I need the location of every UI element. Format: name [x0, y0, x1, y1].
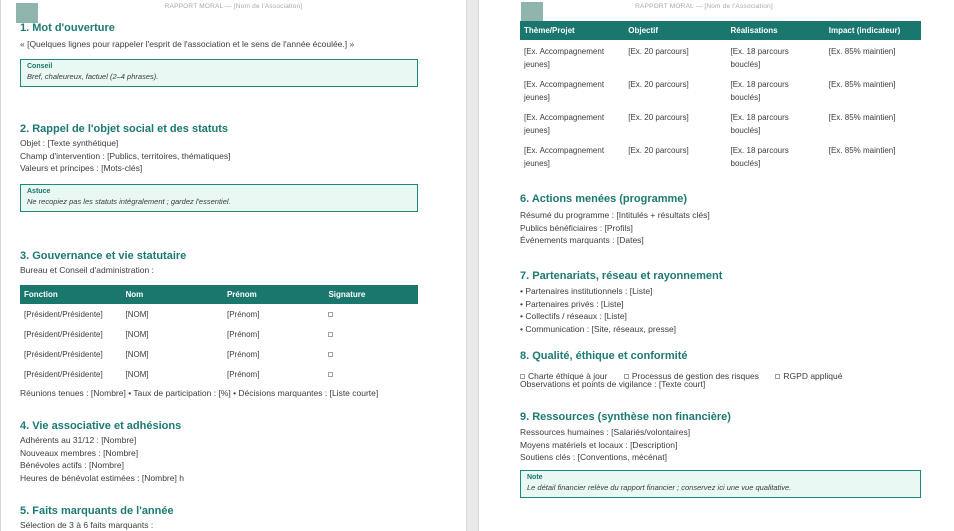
checklist-label: Processus de gestion des risques [631, 371, 759, 381]
cell-realisations: [Ex. 18 parcours bouclés] [730, 113, 789, 135]
cell-theme: [Ex. Accompagnement jeunes] [524, 47, 605, 69]
cell-signature [324, 324, 418, 344]
cell-impact: [Ex. 85% maintien] [828, 80, 896, 89]
column-header: Prénom [223, 285, 324, 304]
table-row [20, 364, 418, 384]
running-header: RAPPORT MORAL — [Nom de l'Association] [635, 3, 773, 10]
actions-table[interactable] [520, 21, 921, 172]
astuce-label: Astuce [27, 188, 51, 195]
signature-checkbox [328, 312, 333, 317]
cell-impact: [Ex. 85% maintien] [828, 146, 896, 155]
section-6-title: 6. Actions menées (programme) [520, 193, 688, 205]
page-2[interactable] [479, 0, 954, 531]
table-row [20, 344, 418, 364]
cell-fonction: [Président/Présidente] [24, 349, 103, 359]
text-line: Heures de bénévolat estimées : [Nombre] h [20, 472, 184, 483]
bullet-line: • Communication : [Site, réseaux, presse] [520, 323, 677, 334]
table-header-row [20, 285, 418, 304]
cell-signature [324, 344, 418, 364]
text-line: Bénévoles actifs : [Nombre] [20, 460, 124, 471]
astuce-callout [20, 184, 418, 212]
text-line: Adhérents au 31/12 : [Nombre] [20, 435, 137, 445]
table-row [520, 40, 921, 73]
section-9-lines [520, 426, 930, 464]
text-line: Moyens matériels et locaux : [Description] [520, 439, 678, 450]
text-line: Soutiens clés : [Conventions, mécénat] [520, 452, 667, 463]
signature-checkbox [328, 372, 333, 377]
note-callout [520, 470, 921, 498]
bullet-line: • Partenaires institutionnels : [Liste] [520, 286, 653, 296]
bullet-line: • Partenaires privés : [Liste] [520, 298, 624, 309]
table-row [20, 304, 418, 324]
text-line: Événements marquants : [Dates] [520, 235, 644, 246]
column-header: Réalisations [727, 21, 825, 40]
cell-signature [324, 364, 418, 384]
cell-theme: [Ex. Accompagnement jeunes] [524, 146, 605, 168]
column-header: Nom [121, 285, 222, 304]
section-3-title: 3. Gouvernance et vie statutaire [20, 250, 187, 262]
cell-theme: [Ex. Accompagnement jeunes] [524, 80, 605, 102]
column-header: Thème/Projet [520, 21, 624, 40]
cell-nom: [NOM] [125, 309, 149, 319]
note-label: Note [527, 474, 543, 481]
cell-realisations: [Ex. 18 parcours bouclés] [730, 146, 789, 168]
cell-objectif: [Ex. 20 parcours] [628, 113, 689, 122]
cell-impact: [Ex. 85% maintien] [828, 47, 896, 56]
section-8-title: 8. Qualité, éthique et conformité [520, 350, 688, 362]
cell-fonction: [Président/Présidente] [24, 369, 103, 379]
cell-nom: [NOM] [125, 329, 149, 339]
checkbox-icon [775, 374, 780, 379]
section-3-intro: Bureau et Conseil d'administration : [20, 265, 154, 275]
text-line: Résumé du programme : [Intitulés + résultats clés] [520, 210, 710, 220]
section-1-paragraph: « [Quelques lignes pour rappeler l'esprit de l'association et le sens de l'année écoulée.] » [20, 39, 355, 49]
table-row [520, 106, 921, 139]
page-1[interactable] [0, 0, 466, 531]
column-header: Signature [324, 285, 418, 304]
conseil-label: Conseil [27, 63, 53, 70]
cell-prenom: [Prénom] [226, 329, 260, 339]
cell-impact: [Ex. 85% maintien] [828, 113, 896, 122]
cell-prenom: [Prénom] [226, 349, 260, 359]
section-4-lines [20, 434, 430, 484]
table-row [20, 324, 418, 344]
column-header: Objectif [624, 21, 726, 40]
cell-fonction: [Président/Présidente] [24, 309, 103, 319]
text-line: Champ d'intervention : [Publics, territoires, thématiques] [20, 150, 231, 161]
signature-checkbox [328, 332, 333, 337]
text-line: Publics bénéficiaires : [Profils] [520, 222, 633, 233]
cell-realisations: [Ex. 18 parcours bouclés] [730, 47, 789, 69]
checklist-label: RGPD appliqué [783, 371, 843, 381]
cell-objectif: [Ex. 20 parcours] [628, 47, 689, 56]
text-line: Objet : [Texte synthétique] [20, 138, 119, 148]
section-1-title: 1. Mot d'ouverture [20, 22, 115, 34]
running-header: RAPPORT MORAL — [Nom de l'Association] [164, 3, 303, 10]
cell-objectif: [Ex. 20 parcours] [628, 80, 689, 89]
page-gutter [466, 0, 479, 531]
section-8-line: Observations et points de vigilance : [Texte court] [520, 379, 706, 389]
text-line: Valeurs et principes : [Mots-clés] [20, 163, 143, 174]
section-5-title: 5. Faits marquants de l'année [20, 505, 174, 517]
cell-fonction: [Président/Présidente] [24, 329, 103, 339]
signature-checkbox [328, 352, 333, 357]
cell-nom: [NOM] [125, 369, 149, 379]
section-3-footer: Réunions tenues : [Nombre] • Taux de participation : [%] • Décisions marquantes : [Liste courte] [20, 388, 379, 398]
column-header: Fonction [20, 285, 121, 304]
table-header-row [520, 21, 921, 40]
text-line: Ressources humaines : [Salariés/volontaires] [520, 427, 691, 437]
checklist-item [775, 371, 842, 381]
logo-placeholder-square [521, 2, 543, 22]
section-9-title: 9. Ressources (synthèse non financière) [520, 411, 731, 423]
astuce-text: Ne recopiez pas les statuts intégralement ; gardez l'essentiel. [27, 197, 231, 206]
cell-nom: [NOM] [125, 349, 149, 359]
section-2-title: 2. Rappel de l'objet social et des statuts [20, 123, 229, 135]
section-7-title: 7. Partenariats, réseau et rayonnement [520, 270, 723, 282]
bullet-line: • Collectifs / réseaux : [Liste] [520, 311, 627, 322]
cell-prenom: [Prénom] [226, 309, 260, 319]
cell-objectif: [Ex. 20 parcours] [628, 146, 689, 155]
governance-table[interactable] [20, 285, 418, 384]
logo-placeholder-square [16, 3, 38, 23]
note-text: Le détail financier relève du rapport financier ; conservez ici une vue qualitative. [527, 483, 792, 492]
section-5-intro: Sélection de 3 à 6 faits marquants : [20, 520, 154, 530]
section-6-lines [520, 209, 930, 247]
conseil-callout [20, 59, 418, 87]
section-4-title: 4. Vie associative et adhésions [20, 420, 182, 432]
cell-theme: [Ex. Accompagnement jeunes] [524, 113, 605, 135]
cell-prenom: [Prénom] [226, 369, 260, 379]
conseil-text: Bref, chaleureux, factuel (2–4 phrases). [27, 72, 159, 81]
text-line: Nouveaux membres : [Nombre] [20, 447, 139, 458]
table-row [520, 73, 921, 106]
column-header: Impact (indicateur) [825, 21, 921, 40]
checklist-label: Charte éthique à jour [528, 371, 608, 381]
cell-realisations: [Ex. 18 parcours bouclés] [730, 80, 789, 102]
section-7-lines [520, 285, 930, 335]
table-row [520, 139, 921, 172]
cell-signature [324, 304, 418, 324]
section-2-lines [20, 137, 430, 175]
